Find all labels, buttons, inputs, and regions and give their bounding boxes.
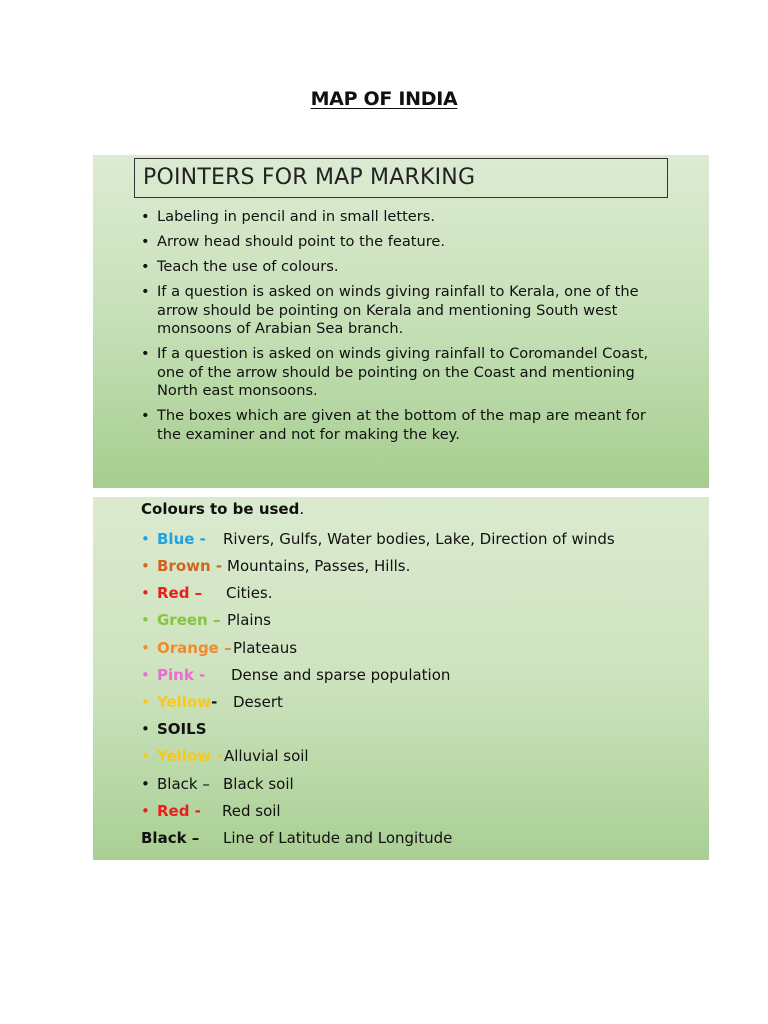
colours-heading-period: . xyxy=(299,500,305,518)
colour-label: Black – xyxy=(141,829,200,847)
bullet-icon: • xyxy=(141,258,150,275)
pointer-item xyxy=(139,233,669,252)
colour-description: Mountains, Passes, Hills. xyxy=(227,557,411,575)
bullet-icon: • xyxy=(141,639,150,657)
colours-heading-text: Colours to be used xyxy=(141,500,300,518)
colour-label xyxy=(157,691,217,713)
colours-panel xyxy=(93,497,709,860)
pointers-panel xyxy=(93,155,709,488)
bullet-icon: • xyxy=(141,611,150,629)
pointer-text: Teach the use of colours. xyxy=(157,258,339,275)
colour-description: Line of Latitude and Longitude xyxy=(223,829,453,847)
pointer-item xyxy=(139,283,669,339)
bullet-icon: • xyxy=(141,693,150,711)
bullet-icon: • xyxy=(141,802,150,820)
colours-heading xyxy=(141,500,304,518)
pointer-text: Arrow head should point to the feature. xyxy=(157,233,446,250)
colour-description: Red soil xyxy=(222,802,281,820)
colour-description: Desert xyxy=(233,693,283,711)
bullet-icon: • xyxy=(141,345,150,362)
bullet-icon: • xyxy=(141,720,150,738)
bullet-icon: • xyxy=(141,208,150,225)
colour-description: Cities. xyxy=(226,584,273,602)
bullet-icon: • xyxy=(141,233,150,250)
bullet-icon: • xyxy=(141,747,150,765)
colour-label: Orange – xyxy=(157,639,232,657)
colour-description: Plains xyxy=(227,611,271,629)
colour-description: Black soil xyxy=(223,775,294,793)
colour-description: Alluvial soil xyxy=(224,747,309,765)
colour-description: Dense and sparse population xyxy=(231,666,451,684)
bullet-icon: • xyxy=(141,530,150,548)
pointer-item xyxy=(139,208,669,227)
bullet-icon: • xyxy=(141,666,150,684)
colour-label: Green – xyxy=(157,611,221,629)
colour-label: Pink - xyxy=(157,666,206,684)
colour-label: Red - xyxy=(157,802,201,820)
bullet-icon: • xyxy=(141,775,150,793)
colour-label: Brown - xyxy=(157,557,223,575)
soils-label: SOILS xyxy=(157,720,207,738)
colour-label: Yellow - xyxy=(157,747,223,765)
colour-label: Blue - xyxy=(157,530,206,548)
bullet-icon: • xyxy=(141,557,150,575)
colour-label: Black – xyxy=(157,775,210,793)
pointer-item xyxy=(139,345,669,401)
pointer-item xyxy=(139,407,669,444)
pointer-text: If a question is asked on winds giving rainfall to Coromandel Coast, one of the arrow should be pointing on the Coast and mentioning North east monsoons. xyxy=(157,345,649,399)
colour-label: Red – xyxy=(157,584,203,602)
bullet-icon: • xyxy=(141,283,150,300)
pointer-text: Labeling in pencil and in small letters. xyxy=(157,208,436,225)
page-title: MAP OF INDIA xyxy=(310,88,458,110)
colour-label-dash: - xyxy=(211,693,218,711)
colour-description: Plateaus xyxy=(233,639,298,657)
pointers-list xyxy=(139,208,669,451)
colour-label-text: Yellow xyxy=(157,693,212,711)
colour-description: Rivers, Gulfs, Water bodies, Lake, Direction of winds xyxy=(223,530,615,548)
bullet-icon: • xyxy=(141,407,150,424)
pointers-heading: POINTERS FOR MAP MARKING xyxy=(134,158,668,198)
pointer-text: The boxes which are given at the bottom of the map are meant for the examiner and not for making the key. xyxy=(157,407,646,443)
pointer-text: If a question is asked on winds giving rainfall to Kerala, one of the arrow should be pointing on Kerala and mentioning South west monsoons of Arabian Sea branch. xyxy=(157,283,639,337)
bullet-icon: • xyxy=(141,584,150,602)
pointer-item xyxy=(139,258,669,277)
